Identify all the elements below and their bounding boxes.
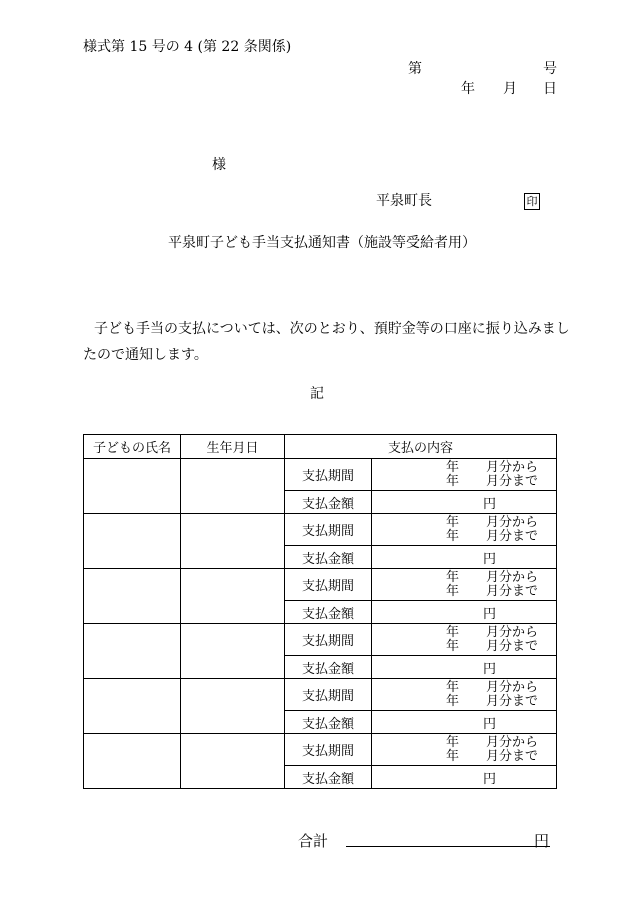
period-from-text: 月分から [486,459,539,475]
amount-value [372,546,557,569]
recipient-suffix: 様 [212,157,226,173]
period-to [372,695,556,709]
total-label: 合計 [298,832,329,850]
period-to-text: 月分まで [486,638,539,654]
amount-yen: 円 [483,771,497,787]
doc-number-prefix: 第 [408,61,422,77]
period-label: 支払期間 [285,514,372,546]
amount-yen: 円 [483,496,497,512]
amount-yen: 円 [483,606,497,622]
child-name-cell[interactable] [84,734,181,789]
period-to-text: 月分まで [486,693,539,709]
birthdate-cell[interactable] [181,734,285,789]
amount-label: 支払金額 [285,491,372,514]
amount-label: 支払金額 [285,546,372,569]
amount-label: 支払金額 [285,601,372,624]
birthdate-cell[interactable] [181,624,285,679]
period-value [372,679,557,711]
child-name-cell[interactable] [84,514,181,569]
period-from [372,736,556,750]
header-payment-content: 支払の内容 [285,435,557,459]
birthdate-cell[interactable] [181,514,285,569]
header-child-name: 子どもの氏名 [84,435,181,459]
doc-number-suffix: 号 [543,61,557,77]
document-title: 平泉町子ども手当支払通知書（施設等受給者用） [168,235,476,251]
form-number: 様式第 15 号の 4 (第 22 条関係) [83,39,292,55]
birthdate-cell[interactable] [181,679,285,734]
amount-yen: 円 [483,716,497,732]
table-row [84,569,557,601]
period-to-year: 年 [446,638,460,654]
period-from [372,626,556,640]
amount-label: 支払金額 [285,656,372,679]
child-name-cell[interactable] [84,459,181,514]
amount-value [372,766,557,789]
period-from-year: 年 [446,459,460,475]
body-line-1: 子ども手当の支払については、次のとおり、預貯金等の口座に振り込みまし [94,321,570,337]
period-value [372,734,557,766]
period-to [372,640,556,654]
period-from-year: 年 [446,514,460,530]
period-from [372,681,556,695]
period-label: 支払期間 [285,624,372,656]
amount-value [372,711,557,734]
period-from [372,516,556,530]
table-row [84,624,557,656]
period-to [372,530,556,544]
child-name-cell[interactable] [84,679,181,734]
period-to [372,750,556,764]
period-to [372,585,556,599]
issuer-name: 平泉町長 [376,193,432,209]
amount-label: 支払金額 [285,711,372,734]
period-to-text: 月分まで [486,748,539,764]
period-value [372,514,557,546]
period-from-year: 年 [446,679,460,695]
table-row [84,514,557,546]
period-from [372,571,556,585]
total-underline [346,845,550,847]
period-value [372,624,557,656]
period-label: 支払期間 [285,569,372,601]
period-label: 支払期間 [285,679,372,711]
period-from-text: 月分から [486,569,539,585]
period-from-year: 年 [446,569,460,585]
birthdate-cell[interactable] [181,459,285,514]
period-from [372,461,556,475]
period-to-year: 年 [446,583,460,599]
period-value [372,569,557,601]
seal-mark [524,190,540,210]
period-to-year: 年 [446,693,460,709]
period-to [372,475,556,489]
period-label: 支払期間 [285,459,372,491]
seal-icon: 印 [524,193,540,210]
period-to-text: 月分まで [486,583,539,599]
period-to-year: 年 [446,473,460,489]
table-row [84,459,557,491]
period-value [372,459,557,491]
child-name-cell[interactable] [84,624,181,679]
ki-label: 記 [310,386,324,402]
date-month: 月 [503,81,517,97]
amount-yen: 円 [483,551,497,567]
period-label: 支払期間 [285,734,372,766]
period-to-text: 月分まで [486,528,539,544]
period-from-text: 月分から [486,734,539,750]
period-from-text: 月分から [486,679,539,695]
table-row [84,734,557,766]
period-to-text: 月分まで [486,473,539,489]
date-day: 日 [543,81,557,97]
amount-label: 支払金額 [285,766,372,789]
birthdate-cell[interactable] [181,569,285,624]
period-from-year: 年 [446,734,460,750]
period-from-text: 月分から [486,624,539,640]
amount-value [372,491,557,514]
period-from-text: 月分から [486,514,539,530]
payment-table [83,434,557,789]
total-yen: 円 [534,832,550,850]
date-year: 年 [461,81,475,97]
amount-value [372,656,557,679]
table-row [84,679,557,711]
body-line-2: たので通知します。 [83,347,208,363]
amount-yen: 円 [483,661,497,677]
period-to-year: 年 [446,528,460,544]
period-from-year: 年 [446,624,460,640]
header-birthdate: 生年月日 [181,435,285,459]
table-header-row [84,435,557,459]
child-name-cell[interactable] [84,569,181,624]
amount-value [372,601,557,624]
period-to-year: 年 [446,748,460,764]
